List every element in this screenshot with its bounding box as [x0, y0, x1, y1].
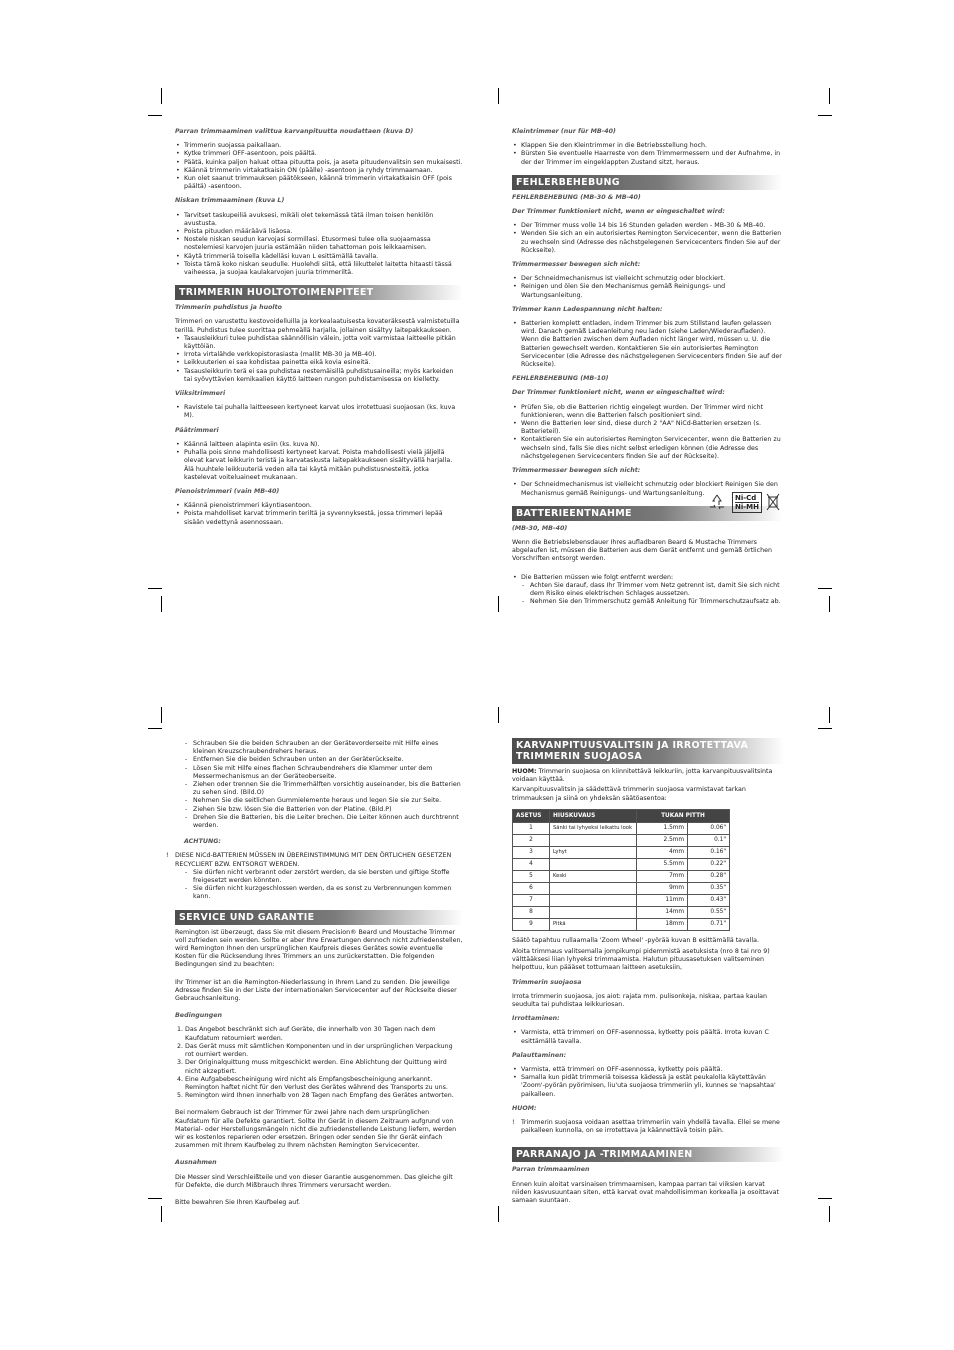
section-title: FEHLERBEHEBUNG (MB-30 & MB-40)	[512, 193, 641, 201]
list-item: • Ravistele tai puhalla laitteeseen kertyneet karvat ulos irrotettuasi suojaosan (ks. kuva M).	[175, 404, 463, 420]
paragraph: Aloita trimmaus valitsemalla jompikumpi pidemmistä asetuksista (nro 8 tai nro 9) välttääksesi liian lyhyeksi trimmaamista. Halutun pituusasetuksen valitseminen helpottuu, kun päääset tottumaan laitteen asetuksiin,	[512, 948, 770, 972]
table-cell: 8	[513, 906, 550, 918]
table-row	[513, 870, 730, 882]
section-title: Päätrimmeri	[175, 426, 219, 434]
table-cell: Lyhyt	[550, 846, 637, 858]
table-cell: 0.16"	[688, 846, 730, 858]
list-item: - Sie dürfen nicht verbrannt oder zerstört werden, da sie bersten und giftige Stoffe freigesetzt werden könnten.	[184, 869, 463, 885]
list-item: • Der Trimmer muss volle 14 bis 16 Stunden geladen werden - MB-30 & MB-40.	[512, 222, 782, 230]
column-bottom-left	[166, 740, 463, 1213]
list	[512, 404, 782, 461]
table-cell: 14mm	[637, 906, 688, 918]
conditions-list	[175, 1026, 463, 1100]
paragraph: Trimmeri on varustettu kestovoidelluilla ja korkealaatuisesta kovateräksestä valmistetuilla terillä. Puhdistus tulee suorittaa pehmeällä harjalla, jollainen sisältyy laitepakkaukseen.	[175, 318, 460, 334]
list-item: - Achten Sie darauf, dass Ihr Trimmer vom Netz getrennt ist, damit Sie sich nicht dem Risiko eines elektrischen Schlages aussetzen.	[521, 582, 782, 598]
table-cell: 0.06"	[688, 822, 730, 834]
warning-block	[512, 1119, 784, 1135]
list-item: • Kun olet saanut trimmauksen päätökseen, käännä trimmerin virtakatkaisin OFF (pois päältä) -asentoon.	[175, 175, 463, 191]
list-item: • Toista tämä koko niskan seudulle. Huolehdi siitä, että liikuttelet laitetta hitaasti tässä vaiheessa, ja suojaa kaulakarvojen juuria trimmeriltä.	[175, 261, 463, 277]
list-item: • Tasausleikkurin terä ei saa puhdistaa nestemäisillä puhdistusaineilla; myös karkeiden tai syövyttävien kemikaalien käyttö laitteen rungon puhdistamisessa on kielletty.	[175, 368, 463, 384]
list-item: • Leikkuuterien ei saa kohdistaa painetta eikä kovia esineitä.	[175, 359, 463, 367]
warning-text: DIESE NiCd-BATTERIEN MÜSSEN IN ÜBEREINSTIMMUNG MIT DEN ÖRTLICHEN GESETZEN RECYCLIERT BZW. ENTSORGT WERDEN.	[175, 852, 452, 868]
table-row	[513, 858, 730, 870]
section-title: Trimmerin suojaosa	[512, 978, 582, 986]
list-item: • Nostele niskan seudun karvojasi sormillasi. Etusormesi tulee olla suojaamassa nostelemiesi karvojen juuria estämään niiden tahattoman pois leikkaamisen.	[175, 236, 463, 252]
list-item: • Die Batterien müssen wie folgt entfernt werden:	[512, 574, 782, 582]
warning-icon: !	[512, 1119, 515, 1127]
warning-title: ACHTUNG:	[184, 838, 221, 846]
section-title: Niskan trimmaaminen (kuva L)	[175, 197, 285, 205]
list	[175, 335, 463, 384]
table-cell: 5	[513, 870, 550, 882]
list-item: • Poista pituuden määräävä lisäosa.	[175, 228, 463, 236]
table-cell: 4	[513, 858, 550, 870]
list-item: - Nehmen Sie den Trimmerschutz gemäß Anleitung für Trimmerschutzaufsatz ab.	[521, 598, 782, 606]
table-cell: 5.5mm	[637, 858, 688, 870]
list-item: • Puhalla pois sinne mahdollisesti kertyneet karvat. Poista mahdollisesti vielä jäljellä olevat karvat leikkurin teristä ja karvataskusta laitepakkaukseen sisältyvällä harjalla. Älä huuhtele leikkuuteriä veden alla tai käytä mitään puhdistusnesteitä, jotka kastelevat voiteluaineet mukanaan.	[175, 449, 463, 482]
list-item: • Reinigen und ölen Sie den Mechanismus gemäß Reinigungs- und Wartungsanleitung.	[512, 283, 782, 299]
list	[175, 404, 463, 420]
header-cell: TUKAN PITTH	[637, 809, 730, 822]
paragraph: Karvanpituusvalitsin ja säädettävä trimmerin suojaosa varmistavat tarkan trimmauksen ja siinä on yhdeksän säätöasentoa:	[512, 786, 746, 802]
list-item: 1. Das Angebot beschränkt sich auf Geräte, die innerhalb von 30 Tagen nach dem Kaufdatum retourniert werden.	[185, 1026, 463, 1042]
note-text: Trimmerin suojaosa on kiinnitettävä leikkuriin, jotta karvanpituusvalitsinta voidaan käyttää.	[512, 768, 773, 784]
list-item: • Irrota virtalähde verkkopistorasiasta (mallit MB-30 ja MB-40).	[175, 351, 463, 359]
table-cell	[550, 834, 637, 846]
table-cell: 3	[513, 846, 550, 858]
list	[512, 1066, 784, 1099]
table-cell: 4mm	[637, 846, 688, 858]
section-title: Parran trimmaaminen	[512, 1166, 590, 1174]
paragraph: Bitte bewahren Sie Ihren Kaufbeleg auf.	[175, 1198, 301, 1206]
question: Der Trimmer funktioniert nicht, wenn er eingeschaltet wird:	[512, 208, 725, 216]
dash-list	[175, 869, 463, 902]
table-cell: 0.43"	[688, 894, 730, 906]
table-cell: 7mm	[637, 870, 688, 882]
paragraph: Ihr Trimmer ist an die Remington-Niederlassung in Ihrem Land zu senden. Die jeweilige Adresse finden Sie in der Liste der internationalen Servicecenter auf der Rückseite dieser Gebrauchsanleitung.	[175, 978, 457, 1003]
section-header: FEHLERBEHEBUNG	[512, 175, 782, 190]
list-item: - Schrauben Sie die beiden Schrauben an der Gerätevorderseite mit Hilfe eines kleinen Kreuzschraubendrehers heraus.	[184, 740, 463, 756]
section-title: Trimmerin puhdistus ja huolto	[175, 304, 282, 312]
list-item: 2. Das Gerät muss mit sämtlichen Komponenten und in der ursprünglichen Verpackung rot ourniert werden.	[185, 1043, 463, 1059]
paragraph: Remington ist überzeugt, dass Sie mit diesem Precision® Beard und Moustache Trimmer voll zufrieden sein werden. Sollte er aber Ihre Erwartungen dennoch nicht zufriedenstellen, wird Remington Ihnen den ursprünglichen Kaufpreis dieses Gerätes sowie eventuelle Kosten für die Rücksendung Ihres Trimmers an uns zurückerstatten. Die folgenden Bedingungen sind zu beachten:	[175, 928, 463, 969]
list	[512, 320, 782, 369]
section-title: Kleintrimmer (nur für MB-40)	[512, 128, 616, 135]
list-item: • Prüfen Sie, ob die Batterien richtig eingelegt wurden. Der Trimmer wird nicht funktionieren, wenn die Batterien falsch positioniert sind.	[512, 404, 782, 420]
paragraph: Die Messer sind Verschleißteile und von dieser Garantie ausgenommen. Das gleiche gilt für Defekte, die durch Mißbrauch Ihres Trimmers verursacht werden.	[175, 1173, 453, 1189]
table-cell	[550, 882, 637, 894]
list-item: - Entfernen Sie die beiden Schrauben unten an der Geräterückseite.	[184, 756, 463, 764]
question: Trimmer kann Ladespannung nicht halten:	[512, 305, 663, 313]
nimh-text: Ni-MH	[735, 502, 759, 511]
table-row	[513, 834, 730, 846]
list-item: • Käännä trimmerin virtakatkaisin ON (päälle) -asentoon ja ryhdy trimmaamaan.	[175, 167, 463, 175]
table-row	[513, 822, 730, 834]
paragraph: Irrota trimmerin suojaosa, jos aiot: rajata mm. pulisonkeja, niskaa, partaa kaulan seudulta tai puhdistaa leikkuriosan.	[512, 992, 767, 1009]
list-item: • Wenden Sie sich an ein autorisiertes Remington Servicecenter, wenn die Batterien zu wechseln sind (Adresse des nächstgelegenen Servicecenters finden Sie auf der Rückseite).	[512, 230, 782, 255]
column-bottom-right	[512, 732, 784, 1211]
table-cell: 9	[513, 918, 550, 930]
column-top-left	[175, 128, 463, 533]
list	[175, 441, 463, 482]
table-cell: 0.35"	[688, 882, 730, 894]
table-cell: 7	[513, 894, 550, 906]
paragraph	[512, 768, 784, 784]
note-title: HUOM:	[512, 1104, 537, 1112]
table-cell: 11mm	[637, 894, 688, 906]
table-cell: 0.22"	[688, 858, 730, 870]
section-title: Irrottaminen:	[512, 1015, 560, 1023]
table-cell: 9mm	[637, 882, 688, 894]
table-row	[513, 906, 730, 918]
section-header: TRIMMERIN HUOLTOTOIMENPITEET	[175, 285, 463, 300]
warning-icon: !	[166, 852, 169, 860]
section-title: FEHLERBEHEBUNG (MB-10)	[512, 375, 609, 383]
section-header: SERVICE UND GARANTIE	[175, 910, 463, 925]
section-title: (MB-30, MB-40)	[512, 524, 568, 532]
header-cell: ASETUS	[513, 809, 550, 822]
list-item: • Päätä, kuinka paljon haluat ottaa pituutta pois, ja aseta pituudenvalitsin sen mukaisesti.	[175, 159, 463, 167]
table-cell: 1.5mm	[637, 822, 688, 834]
table-row	[513, 894, 730, 906]
table-cell	[550, 894, 637, 906]
table-row	[513, 918, 730, 930]
list-item: • Der Schneidmechanismus ist vielleicht schmutzig oder blockiert.	[512, 275, 782, 283]
table-cell: 1	[513, 822, 550, 834]
question: Der Trimmer funktioniert nicht, wenn er eingeschaltet wird:	[512, 389, 725, 397]
section-title: Bedingungen	[175, 1012, 222, 1020]
table-header-row	[513, 809, 730, 822]
list-item: - Sie dürfen nicht kurzgeschlossen werden, da es sonst zu Verbrennungen kommen kann.	[184, 885, 463, 901]
list	[175, 502, 463, 527]
table-cell: Keski	[550, 870, 637, 882]
list-item: • Varmista, että trimmeri on OFF-asennossa, kytketty pois päältä.	[512, 1066, 784, 1074]
section-header: PARRANAJO JA -TRIMMAAMINEN	[512, 1147, 784, 1162]
paragraph: Wenn die Betriebslebensdauer Ihres aufladbaren Beard & Mustache Trimmers abgelaufen ist, müssen die Batterien aus dem Gerät entfernt und gemäß örtlichen Vorschriften entsorgt werden.	[512, 538, 772, 563]
table-cell: 2	[513, 834, 550, 846]
list	[175, 142, 463, 191]
dash-list	[512, 582, 782, 607]
warning-text: Trimmerin suojaosa voidaan asettaa trimmeriin vain yhdellä tavalla. Ellei se mene paikalleen kunnolla, on se irrotettava ja käännettävä toisin päin.	[521, 1119, 780, 1135]
list-item: • Batterien komplett entladen, indem Trimmer bis zum Stillstand laufen gelassen wird. Danach gemäß Ladeanleitung neu laden (siehe Laden/Wiederaufladen). Wenn die Batterien zwischen dem Aufladen nicht länger wird, müssen u. U. die Batterien gewechselt werden. Kontaktieren Sie ein autorisiertes Remington Servicecenter (die Adresse des nächstgelegenen Servicecenters finden Sie auf der Rückseite).	[512, 320, 782, 369]
list	[175, 212, 463, 278]
list-item: - Ziehen Sie bzw. lösen Sie die Batterien von der Platine. (Bild.P)	[184, 806, 463, 814]
table-cell	[550, 906, 637, 918]
list-item: - Nehmen Sie die seitlichen Gummielemente heraus und legen Sie sie zur Seite.	[184, 797, 463, 805]
recycling-icon	[706, 493, 728, 511]
list	[512, 1029, 784, 1045]
list-item: • Käännä pienoistrimmeri käyntiasentoon.	[175, 502, 463, 510]
paragraph: Säätö tapahtuu rullaamalla 'Zoom Wheel' -pyörää kuvan B esittämällä tavalla.	[512, 936, 759, 944]
list-item: - Lösen Sie mit Hilfe eines flachen Schraubendrehers die Klammer unter dem Messermechanismus an der Geräteoberseite.	[184, 765, 463, 781]
length-table	[512, 809, 730, 931]
warning-block	[166, 852, 463, 868]
list-item: • Der Schneidmechanismus ist vielleicht schmutzig oder blockiert Reinigen Sie den Mechanismus gemäß Reinigungs- und Wartungsanleitung.	[512, 481, 782, 497]
header-cell: HIUSKUVAUS	[550, 809, 637, 822]
list	[512, 275, 782, 300]
column-top-right	[512, 128, 782, 612]
list-item: • Tasausleikkuri tulee puhdistaa säännöllisin välein, jotta voit varmistaa laitteelle pitkän käyttöiän.	[175, 335, 463, 351]
list-item: 3. Der Originalquittung muss mitgeschickt werden. Eine Ablichtung der Quittung wird nicht akzeptiert.	[185, 1059, 463, 1075]
list-item: • Poista mahdolliset karvat trimmerin teriltä ja syvennyksestä, jossa trimmeri lepää sisään vedettynä asennossaan.	[175, 510, 463, 526]
table-cell: Pitkä	[550, 918, 637, 930]
paragraph: Ennen kuin aloitat varsinaisen trimmaamisen, kampaa parran tai viiksien karvat niiden kasvusuuntaan siten, että karvat ovat mahdollisimman korkealla ja osoittavat samaan suuntaan.	[512, 1180, 779, 1205]
section-title: Pienoistrimmeri (vain MB-40)	[175, 487, 280, 495]
table-cell: 18mm	[637, 918, 688, 930]
list-item: • Klappen Sie den Kleintrimmer in die Betriebsstellung hoch.	[512, 142, 782, 150]
battery-header-row	[512, 493, 782, 521]
question: Trimmermesser bewegen sich nicht:	[512, 467, 641, 475]
table-cell	[550, 858, 637, 870]
paragraph: Bei normalem Gebrauch ist der Trimmer für zwei Jahre nach dem ursprünglichen Kaufdatum für alle Defekte garantiert. Sollte Ihr Gerät in diesem Zeitraum aufgrund von Material- oder Herstellungsmängeln nicht die zufriedenstellende Leistung liefern, werden wir es kostenlos reparieren oder ersetzen. Bringen oder senden Sie Ihr Gerät einfach zusammen mit Ihrem Kaufbeleg zu Ihrem nächsten Remington Servicecenter.	[175, 1109, 457, 1150]
list-item: • Wenn die Batterien leer sind, diese durch 2 "AA" NiCd-Batterien ersetzen (s. Batterieteil).	[512, 420, 782, 436]
list	[512, 142, 782, 167]
question: Trimmermesser bewegen sich nicht:	[512, 261, 641, 269]
table-cell: 2.5mm	[637, 834, 688, 846]
list-item: • Varmista, että trimmeri on OFF-asennossa, kytketty pois päältä. Irrota kuvan C esittämällä tavalla.	[512, 1029, 784, 1045]
table-cell: 0.28"	[688, 870, 730, 882]
recycle-symbols	[706, 492, 780, 513]
dash-list	[175, 740, 463, 830]
list-item: • Käännä laitteen alapinta esiin (ks. kuva N).	[175, 441, 463, 449]
list-item: - Ziehen oder trennen Sie die Trimmerhälften vorsichtig auseinander, bis die Batterien zu sehen sind. (Bild.O)	[184, 781, 463, 797]
list-item: 4. Eine Aufgabebescheinigung wird nicht als Empfangsbescheinigung anerkannt. Remington haftet nicht für den Verlust des Gerätes während des Transports zu uns.	[185, 1076, 463, 1092]
section-header: KARVANPITUUSVALITSIN JA IRROTETTAVA TRIMMERIN SUOJAOSA	[512, 738, 784, 764]
list-item: • Kytke trimmeri OFF-asentoon, pois päältä.	[175, 150, 463, 158]
section-title: Viiksitrimmeri	[175, 390, 226, 398]
list	[512, 574, 782, 582]
section-header: BATTERIEENTNAHME	[512, 506, 782, 521]
table-cell: 0.71"	[688, 918, 730, 930]
list-item: • Samalla kun pidät trimmeriä toisessa kädessä ja estät peukalolla käytettävän 'Zoom'-pyörän pyörimisen, liu'uta suojaosa trimmeriin yli, kunnes se 'napsahtaa' paikalleen.	[512, 1074, 784, 1099]
table-cell: Sänki tai lyhyeksi leikattu look	[550, 822, 637, 834]
list-item: • Bürsten Sie eventuelle Haarreste von dem Trimmermessern und der Aufnahme, in der der Trimmer im eingeklappten Zustand sitzt, heraus.	[512, 150, 782, 166]
list-item: • Käytä trimmeriä toisella kädelläsi kuvan L esittämällä tavalla.	[175, 253, 463, 261]
table-row	[513, 846, 730, 858]
nicd-label	[732, 492, 762, 513]
section-title: Ausnahmen	[175, 1159, 217, 1167]
nicd-text: Ni-Cd	[735, 493, 757, 502]
table-cell: 0.55"	[688, 906, 730, 918]
note-label: HUOM:	[512, 768, 537, 775]
crossed-bin-icon	[766, 493, 780, 511]
section-title: Parran trimmaaminen valittua karvanpituutta noudattaen (kuva D)	[175, 128, 414, 135]
list-item: 5. Remington wird Ihnen innerhalb von 28 Tagen nach Empfang des Gerätes antworten.	[185, 1092, 463, 1100]
list-item: • Kontaktieren Sie ein autorisiertes Remington Servicecenter, wenn die Batterien zu wechseln sind, falls Sie dies nicht selbst erledigen können (die Adresse des nächstgelegenen Servicecenters finden Sie auf der Rückseite).	[512, 436, 782, 461]
table-cell: 0.1"	[688, 834, 730, 846]
section-title: Palauttaminen:	[512, 1051, 567, 1059]
list-item: • Tarvitset taskupeiliä avuksesi, mikäli olet tekemässä tätä ilman toisen henkilön avustusta.	[175, 212, 463, 228]
list-item: - Drehen Sie die Batterien, bis die Leiter brechen. Die Leiter können auch durchtrennt werden.	[184, 814, 463, 830]
table-row	[513, 882, 730, 894]
table-cell: 6	[513, 882, 550, 894]
list	[512, 222, 782, 255]
list-item: • Trimmerin suojassa paikallaan.	[175, 142, 463, 150]
